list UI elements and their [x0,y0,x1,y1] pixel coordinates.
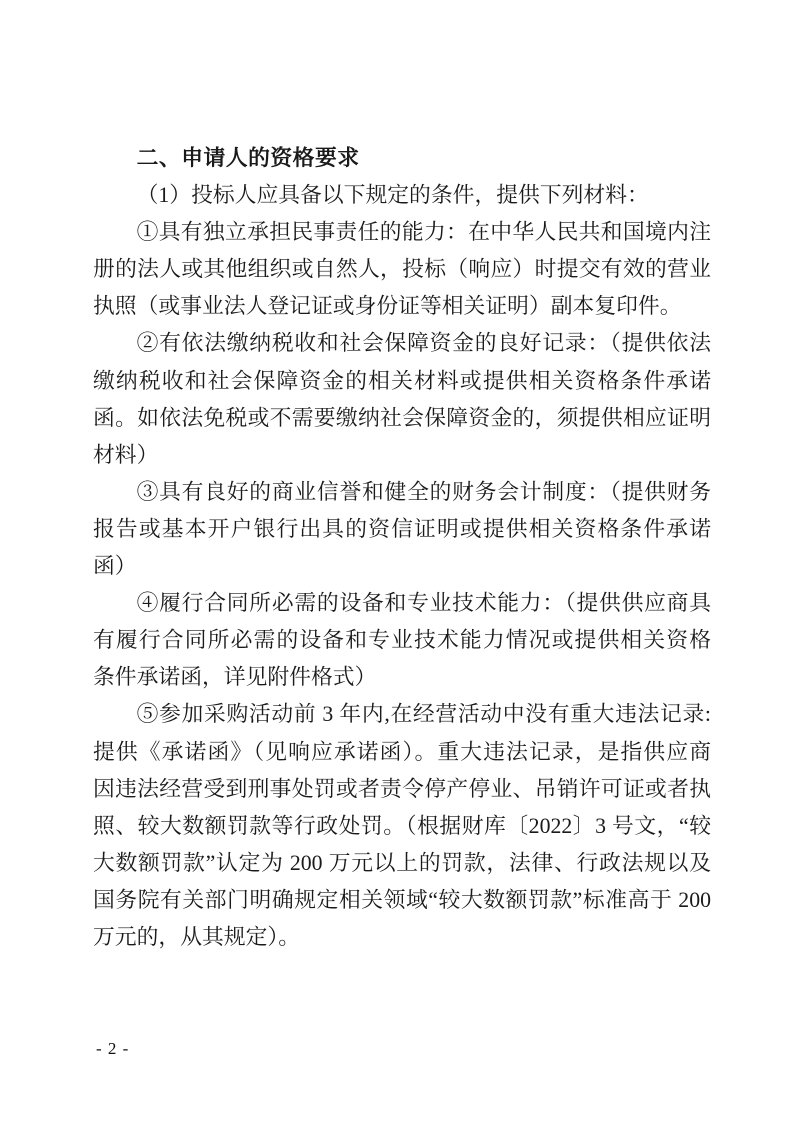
clause-5-line-6: 国务院有关部门明确规定相关领域“较大数额罚款”标准高于 200 [93,887,711,912]
page-number: - 2 - [96,1039,130,1058]
document-body [93,140,711,956]
clause-5-line-1: ⑤参加采购活动前 3 年内,在经营活动中没有重大违法记录: [136,702,711,727]
clause-4-line-3: 条件承诺函，详见附件格式） [93,665,377,690]
clause-2-line-2: 缴纳税收和社会保障资金的相关材料或提供相关资格条件承诺 [93,368,711,393]
clause-2-line-1: ②有依法缴纳税收和社会保障资金的良好记录：（提供依法 [136,331,711,356]
clause-3-line-1: ③具有良好的商业信誉和健全的财务会计制度：（提供财务 [136,479,711,504]
clause-4-line-1: ④履行合同所必需的设备和专业技术能力：（提供供应商具 [136,591,711,616]
intro-line: （1）投标人应具备以下规定的条件，提供下列材料： [136,183,649,208]
clause-5-line-3: 因违法经营受到刑事处罚或者责令停产停业、吊销许可证或者执 [93,776,711,801]
section-heading: 二、申请人的资格要求 [136,146,360,170]
clause-5-line-4: 照、较大数额罚款等行政处罚。（根据财库〔2022〕3 号文，“较 [93,813,711,838]
clause-2-line-4: 材料） [93,442,159,467]
clause-1-line-3: 执照（或事业法人登记证或身份证等相关证明）副本复印件。 [93,294,682,319]
clause-1-line-2: 册的法人或其他组织或自然人，投标（响应）时提交有效的营业 [93,257,711,282]
clause-5-line-5: 大数额罚款”认定为 200 万元以上的罚款，法律、行政法规以及 [93,850,711,875]
clause-2-line-3: 函。如依法免税或不需要缴纳社会保障资金的，须提供相应证明 [93,405,711,430]
clause-5-line-7: 万元的，从其规定）。 [93,924,301,949]
clause-5-line-2: 提供《承诺函》（见响应承诺函）。重大违法记录，是指供应商 [93,739,711,764]
clause-1-line-1: ①具有独立承担民事责任的能力：在中华人民共和国境内注 [136,220,711,245]
clause-4-line-2: 有履行合同所必需的设备和专业技术能力情况或提供相关资格 [93,628,711,653]
clause-3-line-3: 函） [93,554,137,579]
clause-3-line-2: 报告或基本开户银行出具的资信证明或提供相关资格条件承诺 [93,516,711,541]
